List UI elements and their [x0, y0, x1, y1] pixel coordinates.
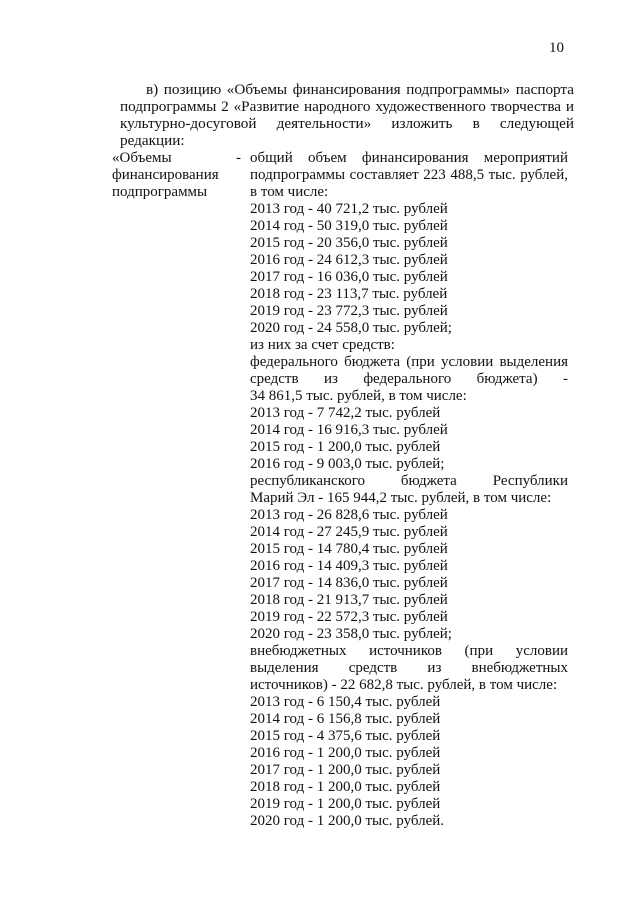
label-dash: - [236, 150, 241, 166]
funding-line: 2013 год - 6 150,4 тыс. рублей [250, 694, 441, 710]
funding-line: 2019 год - 22 572,3 тыс. рублей [250, 609, 448, 625]
intro-paragraph: в) позицию «Объемы финансирования подпрограммы» паспорта подпрограммы 2 «Развитие народного художественного творчества и культурно-досуговой деятельности» изложить в следующей редакции: [120, 81, 574, 149]
funding-line: 34 861,5 тыс. рублей, в том числе: [250, 388, 467, 404]
funding-line: 2020 год - 23 358,0 тыс. рублей; [250, 626, 452, 642]
funding-line: средств из федерального бюджета) - [250, 371, 568, 387]
funding-line: 2013 год - 26 828,6 тыс. рублей [250, 507, 448, 523]
funding-line: 2015 год - 4 375,6 тыс. рублей [250, 728, 441, 744]
funding-line: 2015 год - 14 780,4 тыс. рублей [250, 541, 448, 557]
funding-line: источников) - 22 682,8 тыс. рублей, в том числе: [250, 677, 558, 693]
funding-line: 2018 год - 21 913,7 тыс. рублей [250, 592, 448, 608]
funding-line: 2017 год - 14 836,0 тыс. рублей [250, 575, 448, 591]
funding-line: 2018 год - 1 200,0 тыс. рублей [250, 779, 441, 795]
page-number: 10 [549, 40, 564, 56]
funding-line: 2015 год - 1 200,0 тыс. рублей [250, 439, 441, 455]
funding-line: республиканского бюджета Республики [250, 473, 568, 489]
funding-line: 2014 год - 50 319,0 тыс. рублей [250, 218, 448, 234]
funding-line: 2014 год - 6 156,8 тыс. рублей [250, 711, 441, 727]
funding-content [250, 150, 568, 830]
funding-line: федерального бюджета (при условии выделения [250, 354, 568, 370]
funding-line: 2017 год - 16 036,0 тыс. рублей [250, 269, 448, 285]
funding-line: из них за счет средств: [250, 337, 395, 353]
funding-line: внебюджетных источников (при условии [250, 643, 568, 659]
funding-line: 2019 год - 1 200,0 тыс. рублей [250, 796, 441, 812]
funding-line: Марий Эл - 165 944,2 тыс. рублей, в том числе: [250, 490, 552, 506]
funding-label: «Объемы финансирования подпрограммы [112, 150, 219, 200]
funding-line: 2018 год - 23 113,7 тыс. рублей [250, 286, 448, 302]
funding-line: 2014 год - 27 245,9 тыс. рублей [250, 524, 448, 540]
funding-line: 2014 год - 16 916,3 тыс. рублей [250, 422, 448, 438]
funding-line: 2016 год - 24 612,3 тыс. рублей [250, 252, 448, 268]
funding-line: 2015 год - 20 356,0 тыс. рублей [250, 235, 448, 251]
funding-line: 2020 год - 1 200,0 тыс. рублей. [250, 813, 445, 829]
funding-line: в том числе: [250, 184, 329, 200]
funding-line: подпрограммы составляет 223 488,5 тыс. рублей, [250, 167, 568, 183]
funding-line: 2016 год - 14 409,3 тыс. рублей [250, 558, 448, 574]
funding-line: 2016 год - 1 200,0 тыс. рублей [250, 745, 441, 761]
funding-line: 2013 год - 7 742,2 тыс. рублей [250, 405, 441, 421]
funding-line: общий объем финансирования мероприятий [250, 150, 568, 166]
funding-line: 2016 год - 9 003,0 тыс. рублей; [250, 456, 445, 472]
funding-line: 2017 год - 1 200,0 тыс. рублей [250, 762, 441, 778]
funding-line: 2019 год - 23 772,3 тыс. рублей [250, 303, 448, 319]
funding-line: 2013 год - 40 721,2 тыс. рублей [250, 201, 448, 217]
funding-line: выделения средств из внебюджетных [250, 660, 568, 676]
funding-line: 2020 год - 24 558,0 тыс. рублей; [250, 320, 452, 336]
